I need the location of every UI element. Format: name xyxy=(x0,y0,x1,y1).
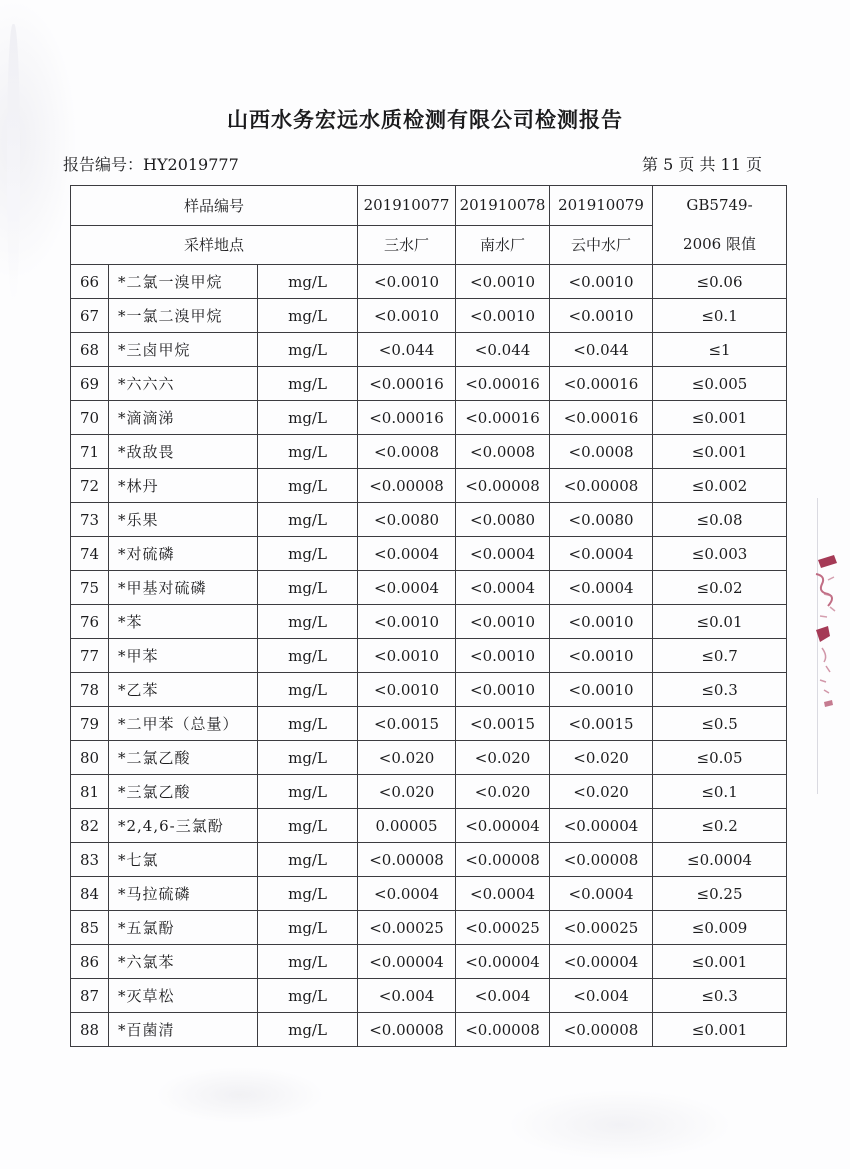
table-row xyxy=(71,673,787,707)
value-cell-plant3: <0.0010 xyxy=(550,605,653,639)
limit-cell: ≤1 xyxy=(653,333,787,367)
value-cell-plant2: <0.0004 xyxy=(456,571,550,605)
value-cell-plant1: <0.004 xyxy=(358,979,456,1013)
table-row xyxy=(71,299,787,333)
value-cell-plant1: <0.0015 xyxy=(358,707,456,741)
value-cell-plant2: <0.0015 xyxy=(456,707,550,741)
table-row xyxy=(71,945,787,979)
unit-cell: mg/L xyxy=(258,843,358,877)
row-number-cell: 88 xyxy=(71,1013,109,1047)
unit-cell: mg/L xyxy=(258,979,358,1013)
value-cell-plant2: <0.0008 xyxy=(456,435,550,469)
value-cell-plant2: <0.020 xyxy=(456,741,550,775)
report-number: 报告编号：HY2019777 xyxy=(63,155,239,174)
limit-cell: ≤0.3 xyxy=(653,673,787,707)
parameter-name-cell: *对硫磷 xyxy=(109,537,258,571)
parameter-name-cell: *二氯一溴甲烷 xyxy=(109,265,258,299)
value-cell-plant1: <0.0010 xyxy=(358,605,456,639)
row-number-cell: 78 xyxy=(71,673,109,707)
parameter-name-cell: *乙苯 xyxy=(109,673,258,707)
value-cell-plant3: <0.00016 xyxy=(550,401,653,435)
table-row xyxy=(71,367,787,401)
value-cell-plant2: <0.00008 xyxy=(456,1013,550,1047)
header-row-sample-no xyxy=(71,186,787,226)
unit-cell: mg/L xyxy=(258,945,358,979)
value-cell-plant1: <0.00008 xyxy=(358,1013,456,1047)
value-cell-plant1: 0.00005 xyxy=(358,809,456,843)
value-cell-plant2: <0.0010 xyxy=(456,673,550,707)
value-cell-plant1: <0.00004 xyxy=(358,945,456,979)
row-number-cell: 85 xyxy=(71,911,109,945)
value-cell-plant1: <0.0004 xyxy=(358,571,456,605)
row-number-cell: 83 xyxy=(71,843,109,877)
row-number-cell: 73 xyxy=(71,503,109,537)
results-table-body xyxy=(71,265,787,1047)
value-cell-plant3: <0.0008 xyxy=(550,435,653,469)
value-cell-plant3: <0.00016 xyxy=(550,367,653,401)
value-cell-plant3: <0.020 xyxy=(550,741,653,775)
unit-cell: mg/L xyxy=(258,469,358,503)
value-cell-plant1: <0.0004 xyxy=(358,877,456,911)
value-cell-plant3: <0.0080 xyxy=(550,503,653,537)
value-cell-plant2: <0.00016 xyxy=(456,367,550,401)
row-number-cell: 75 xyxy=(71,571,109,605)
sample-id-1: 201910077 xyxy=(358,186,456,226)
value-cell-plant1: <0.0004 xyxy=(358,537,456,571)
value-cell-plant1: <0.00008 xyxy=(358,843,456,877)
unit-cell: mg/L xyxy=(258,299,358,333)
table-row xyxy=(71,469,787,503)
value-cell-plant2: <0.0010 xyxy=(456,639,550,673)
parameter-name-cell: *三氯乙酸 xyxy=(109,775,258,809)
table-row xyxy=(71,1013,787,1047)
value-cell-plant3: <0.0015 xyxy=(550,707,653,741)
limit-cell: ≤0.7 xyxy=(653,639,787,673)
limit-header xyxy=(653,186,787,265)
value-cell-plant3: <0.0004 xyxy=(550,537,653,571)
row-number-cell: 87 xyxy=(71,979,109,1013)
row-number-cell: 80 xyxy=(71,741,109,775)
table-row xyxy=(71,639,787,673)
location-2: 南水厂 xyxy=(456,225,550,265)
value-cell-plant3: <0.00025 xyxy=(550,911,653,945)
limit-cell: ≤0.1 xyxy=(653,299,787,333)
value-cell-plant2: <0.0010 xyxy=(456,265,550,299)
table-row xyxy=(71,775,787,809)
parameter-name-cell: *马拉硫磷 xyxy=(109,877,258,911)
table-row xyxy=(71,571,787,605)
parameter-name-cell: *2,4,6-三氯酚 xyxy=(109,809,258,843)
value-cell-plant1: <0.0010 xyxy=(358,639,456,673)
scan-smudge xyxy=(7,24,20,304)
unit-cell: mg/L xyxy=(258,265,358,299)
row-number-cell: 82 xyxy=(71,809,109,843)
parameter-name-cell: *甲苯 xyxy=(109,639,258,673)
parameter-name-cell: *滴滴涕 xyxy=(109,401,258,435)
sample-id-2: 201910078 xyxy=(456,186,550,226)
value-cell-plant3: <0.00004 xyxy=(550,809,653,843)
limit-cell: ≤0.3 xyxy=(653,979,787,1013)
row-number-cell: 76 xyxy=(71,605,109,639)
value-cell-plant1: <0.00016 xyxy=(358,401,456,435)
table-row xyxy=(71,741,787,775)
sample-id-3: 201910079 xyxy=(550,186,653,226)
unit-cell: mg/L xyxy=(258,503,358,537)
value-cell-plant1: <0.0010 xyxy=(358,265,456,299)
unit-cell: mg/L xyxy=(258,605,358,639)
table-row xyxy=(71,435,787,469)
limit-cell: ≤0.01 xyxy=(653,605,787,639)
row-number-cell: 72 xyxy=(71,469,109,503)
table-row xyxy=(71,605,787,639)
value-cell-plant1: <0.020 xyxy=(358,775,456,809)
unit-cell: mg/L xyxy=(258,911,358,945)
row-number-cell: 66 xyxy=(71,265,109,299)
row-number-cell: 81 xyxy=(71,775,109,809)
value-cell-plant1: <0.00016 xyxy=(358,367,456,401)
parameter-name-cell: *三卤甲烷 xyxy=(109,333,258,367)
sample-no-label: 样品编号 xyxy=(71,186,358,226)
limit-cell: ≤0.2 xyxy=(653,809,787,843)
page-indicator: 第 5 页 共 11 页 xyxy=(642,155,762,174)
unit-cell: mg/L xyxy=(258,571,358,605)
unit-cell: mg/L xyxy=(258,1013,358,1047)
value-cell-plant1: <0.044 xyxy=(358,333,456,367)
row-number-cell: 77 xyxy=(71,639,109,673)
value-cell-plant2: <0.0010 xyxy=(456,299,550,333)
unit-cell: mg/L xyxy=(258,707,358,741)
unit-cell: mg/L xyxy=(258,537,358,571)
table-row xyxy=(71,843,787,877)
value-cell-plant2: <0.0080 xyxy=(456,503,550,537)
parameter-name-cell: *一氯二溴甲烷 xyxy=(109,299,258,333)
parameter-name-cell: *六氯苯 xyxy=(109,945,258,979)
value-cell-plant1: <0.0010 xyxy=(358,673,456,707)
parameter-name-cell: *七氯 xyxy=(109,843,258,877)
value-cell-plant3: <0.020 xyxy=(550,775,653,809)
row-number-cell: 68 xyxy=(71,333,109,367)
limit-cell: ≤0.1 xyxy=(653,775,787,809)
value-cell-plant2: <0.020 xyxy=(456,775,550,809)
limit-cell: ≤0.0004 xyxy=(653,843,787,877)
unit-cell: mg/L xyxy=(258,639,358,673)
value-cell-plant3: <0.004 xyxy=(550,979,653,1013)
value-cell-plant3: <0.0010 xyxy=(550,639,653,673)
table-row xyxy=(71,265,787,299)
row-number-cell: 84 xyxy=(71,877,109,911)
row-number-cell: 67 xyxy=(71,299,109,333)
row-number-cell: 74 xyxy=(71,537,109,571)
value-cell-plant2: <0.0004 xyxy=(456,537,550,571)
value-cell-plant2: <0.044 xyxy=(456,333,550,367)
limit-cell: ≤0.5 xyxy=(653,707,787,741)
limit-cell: ≤0.009 xyxy=(653,911,787,945)
value-cell-plant3: <0.00008 xyxy=(550,1013,653,1047)
unit-cell: mg/L xyxy=(258,809,358,843)
unit-cell: mg/L xyxy=(258,877,358,911)
value-cell-plant3: <0.00008 xyxy=(550,469,653,503)
value-cell-plant1: <0.0010 xyxy=(358,299,456,333)
value-cell-plant3: <0.0010 xyxy=(550,299,653,333)
limit-header-line1: GB5749- xyxy=(686,195,753,214)
unit-cell: mg/L xyxy=(258,333,358,367)
table-row xyxy=(71,707,787,741)
value-cell-plant2: <0.0004 xyxy=(456,877,550,911)
unit-cell: mg/L xyxy=(258,435,358,469)
row-number-cell: 70 xyxy=(71,401,109,435)
table-row xyxy=(71,809,787,843)
parameter-name-cell: *乐果 xyxy=(109,503,258,537)
limit-cell: ≤0.05 xyxy=(653,741,787,775)
parameter-name-cell: *二甲苯（总量） xyxy=(109,707,258,741)
location-label: 采样地点 xyxy=(71,225,358,265)
results-table-header xyxy=(71,186,787,265)
limit-cell: ≤0.001 xyxy=(653,401,787,435)
value-cell-plant1: <0.00008 xyxy=(358,469,456,503)
red-stamp-fragment-icon xyxy=(806,552,842,722)
value-cell-plant3: <0.0010 xyxy=(550,673,653,707)
value-cell-plant3: <0.044 xyxy=(550,333,653,367)
parameter-name-cell: *灭草松 xyxy=(109,979,258,1013)
table-row xyxy=(71,537,787,571)
location-3: 云中水厂 xyxy=(550,225,653,265)
value-cell-plant2: <0.00008 xyxy=(456,843,550,877)
row-number-cell: 69 xyxy=(71,367,109,401)
parameter-name-cell: *苯 xyxy=(109,605,258,639)
report-meta xyxy=(63,152,762,175)
limit-header-line2: 2006 限值 xyxy=(683,235,756,254)
value-cell-plant3: <0.0010 xyxy=(550,265,653,299)
parameter-name-cell: *六六六 xyxy=(109,367,258,401)
parameter-name-cell: *林丹 xyxy=(109,469,258,503)
value-cell-plant3: <0.00004 xyxy=(550,945,653,979)
row-number-cell: 71 xyxy=(71,435,109,469)
table-row xyxy=(71,911,787,945)
unit-cell: mg/L xyxy=(258,673,358,707)
table-row xyxy=(71,979,787,1013)
page-title: 山西水务宏远水质检测有限公司检测报告 xyxy=(227,108,623,132)
unit-cell: mg/L xyxy=(258,401,358,435)
parameter-name-cell: *二氯乙酸 xyxy=(109,741,258,775)
value-cell-plant3: <0.0004 xyxy=(550,571,653,605)
value-cell-plant2: <0.004 xyxy=(456,979,550,1013)
value-cell-plant2: <0.00004 xyxy=(456,945,550,979)
value-cell-plant2: <0.00016 xyxy=(456,401,550,435)
value-cell-plant1: <0.00025 xyxy=(358,911,456,945)
limit-cell: ≤0.001 xyxy=(653,1013,787,1047)
table-row xyxy=(71,401,787,435)
limit-cell: ≤0.002 xyxy=(653,469,787,503)
row-number-cell: 86 xyxy=(71,945,109,979)
table-row xyxy=(71,877,787,911)
unit-cell: mg/L xyxy=(258,741,358,775)
limit-cell: ≤0.005 xyxy=(653,367,787,401)
unit-cell: mg/L xyxy=(258,775,358,809)
parameter-name-cell: *五氯酚 xyxy=(109,911,258,945)
value-cell-plant2: <0.0010 xyxy=(456,605,550,639)
value-cell-plant2: <0.00025 xyxy=(456,911,550,945)
row-number-cell: 79 xyxy=(71,707,109,741)
limit-cell: ≤0.001 xyxy=(653,945,787,979)
limit-cell: ≤0.08 xyxy=(653,503,787,537)
value-cell-plant1: <0.0080 xyxy=(358,503,456,537)
location-1: 三水厂 xyxy=(358,225,456,265)
value-cell-plant3: <0.0004 xyxy=(550,877,653,911)
parameter-name-cell: *甲基对硫磷 xyxy=(109,571,258,605)
value-cell-plant3: <0.00008 xyxy=(550,843,653,877)
value-cell-plant2: <0.00004 xyxy=(456,809,550,843)
table-row xyxy=(71,333,787,367)
table-row xyxy=(71,503,787,537)
results-table xyxy=(70,185,787,1047)
limit-cell: ≤0.003 xyxy=(653,537,787,571)
limit-cell: ≤0.06 xyxy=(653,265,787,299)
parameter-name-cell: *敌敌畏 xyxy=(109,435,258,469)
limit-cell: ≤0.02 xyxy=(653,571,787,605)
value-cell-plant1: <0.020 xyxy=(358,741,456,775)
parameter-name-cell: *百菌清 xyxy=(109,1013,258,1047)
limit-cell: ≤0.001 xyxy=(653,435,787,469)
unit-cell: mg/L xyxy=(258,367,358,401)
value-cell-plant2: <0.00008 xyxy=(456,469,550,503)
value-cell-plant1: <0.0008 xyxy=(358,435,456,469)
limit-cell: ≤0.25 xyxy=(653,877,787,911)
